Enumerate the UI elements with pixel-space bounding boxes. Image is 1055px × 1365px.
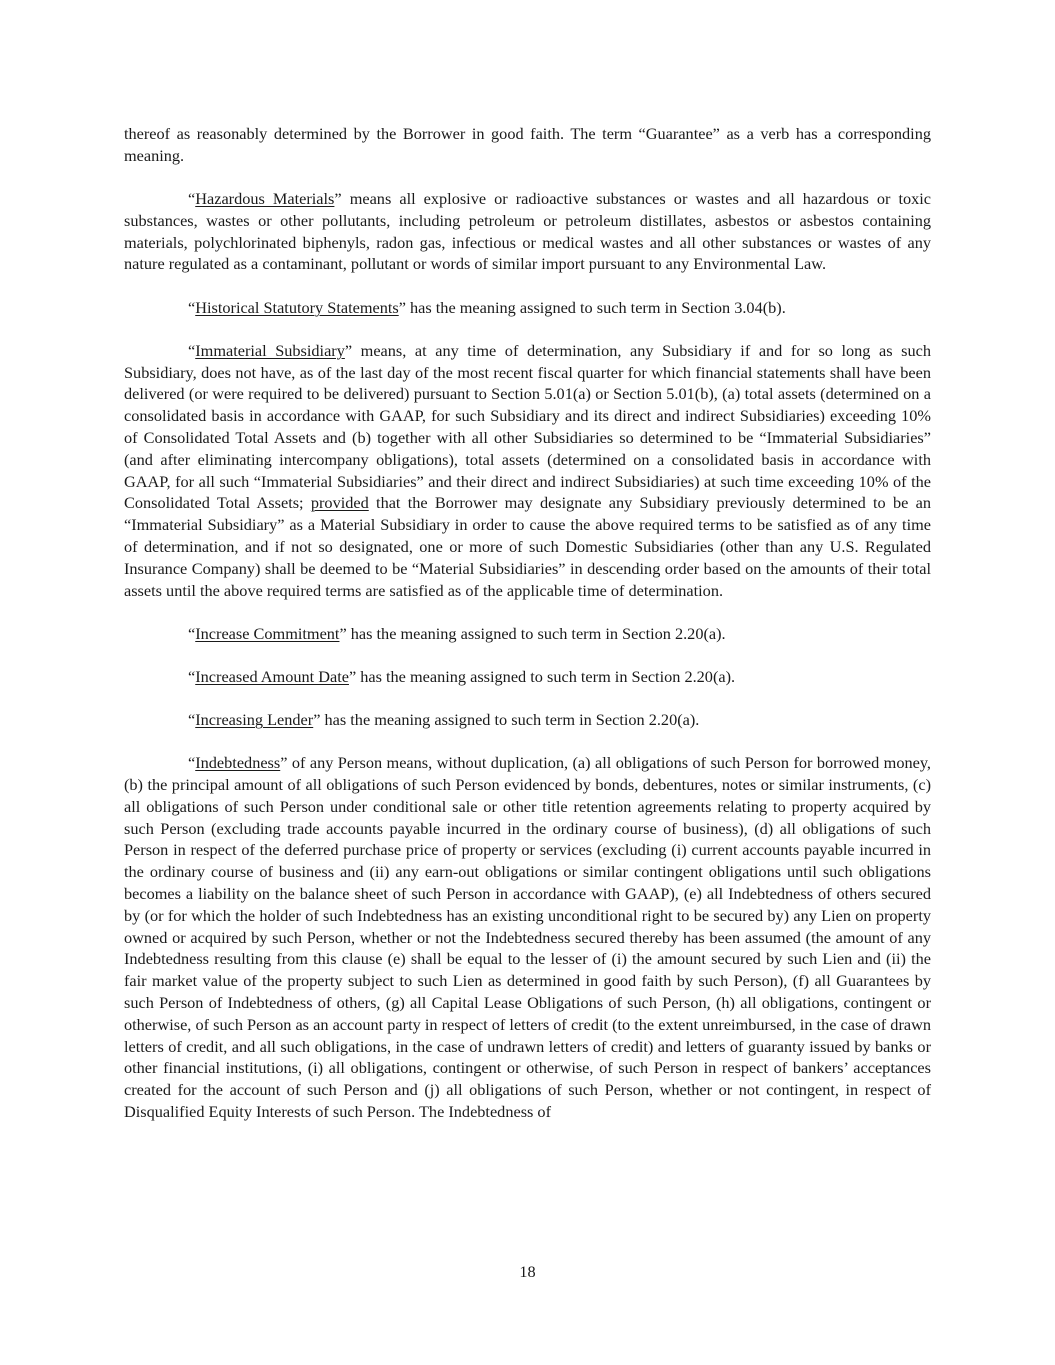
defined-term: Indebtedness <box>195 753 281 773</box>
defined-term: Immaterial Subsidiary <box>195 340 345 360</box>
immaterial-subsidiary-definition: “Immaterial Subsidiary” means, at any time of determination, any Subsidiary if and for so long as such Subsidiary, does not have, as of the last day of the most recent fiscal quarter for which financial statements shall have been delivered (or were required to be delivered) pursuant to Section 5.01(a) or Section 5.01(b), (a) total assets (determined on a consolidated basis in accordance with GAAP, for such Subsidiary and its direct and indirect Subsidiaries) exceeding 10% of Consolidated Total Assets and (b) together with all other Subsidiaries so determined to be “Immaterial Subsidiaries” (and after eliminating intercompany obligations), total assets (determined on a consolidated basis in accordance with GAAP, for all such “Immaterial Subsidiaries” and their direct and indirect Subsidiaries) at such time exceeding 10% of the Consolidated Total Assets; provided that the Borrower may designate any Subsidiary previously determined to be an “Immaterial Subsidiary” as a Material Subsidiary in order to cause the above required terms to be satisfied as of any time of determination, and if not so designated, one or more of such Domestic Subsidiaries (other than any U.S. Regulated Insurance Company) shall be deemed to be “Material Subsidiaries” in descending order based on the amounts of their total assets until the above required terms are satisfied as of the applicable time of determination. <box>124 340 932 600</box>
definition-text: ” has the meaning assigned to such term in Section 2.20(a). <box>339 623 726 643</box>
document-body <box>124 123 931 1144</box>
increasing-lender-definition: “Increasing Lender” has the meaning assigned to such term in Section 2.20(a). <box>188 710 700 730</box>
page-number: 18 <box>519 1262 536 1281</box>
definition-text: ” means, at any time of determination, any Subsidiary if and for so long as such Subsidiary, does not have, as of the last day of the most recent fiscal quarter for which financial statements shall have been delivered (or were required to be delivered) pursuant to Section 5.01(a) or Section 5.01(b), (a) total assets (determined on a consolidated basis in accordance with GAAP, for such Subsidiary and its direct and indirect Subsidiaries) exceeding 10% of Consolidated Total Assets and (b) together with all other Subsidiaries so determined to be “Immaterial Subsidiaries” (and after eliminating intercompany obligations), total assets (determined on a consolidated basis in accordance with GAAP, for all such “Immaterial Subsidiaries” and their direct and indirect Subsidiaries) at such time exceeding 10% of the Consolidated Total Assets; <box>124 340 931 513</box>
increased-amount-date-definition: “Increased Amount Date” has the meaning assigned to such term in Section 2.20(a). <box>188 666 736 686</box>
defined-term: Historical Statutory Statements <box>195 297 399 317</box>
definition-text: ” has the meaning assigned to such term in Section 3.04(b). <box>398 297 786 317</box>
defined-term: Increased Amount Date <box>195 666 349 686</box>
definition-text: ” has the meaning assigned to such term in Section 2.20(a). <box>313 710 700 730</box>
defined-term: Increase Commitment <box>195 623 340 643</box>
hazardous-materials-definition: “Hazardous Materials” means all explosive or radioactive substances or wastes and all hazardous or toxic substances, wastes or other pollutants, including petroleum or petroleum distillates, asbestos or asbestos containing materials, polychlorinated biphenyls, radon gas, infectious or medical wastes and all other substances or wastes of any nature regulated as a contaminant, pollutant or words of similar import pursuant to any Environmental Law. <box>124 188 932 274</box>
definition-text-continued: that the Borrower may designate any Subsidiary previously determined to be an “Immaterial Subsidiary” as a Material Subsidiary in order to cause the above required terms to be satisfied as of any time of determination, and if not so designated, one or more of such Domestic Subsidiaries (other than any U.S. Regulated Insurance Company) shall be deemed to be “Material Subsidiaries” in descending order based on the amounts of their total assets until the above required terms are satisfied as of the applicable time of determination. <box>124 493 932 600</box>
defined-term: Hazardous Materials <box>195 188 335 208</box>
definition-text: ” means all explosive or radioactive substances or wastes and all hazardous or toxic substances, wastes or other pollutants, including petroleum or petroleum distillates, asbestos or asbestos containing materials, polychlorinated biphenyls, radon gas, infectious or medical wastes and all other substances or wastes of any nature regulated as a contaminant, pollutant or words of similar import pursuant to any Environmental Law. <box>124 188 932 274</box>
definition-text: ” of any Person means, without duplication, (a) all obligations of such Person for borrowed money, (b) the principal amount of all obligations of such Person evidenced by bonds, debentures, notes or similar instruments, (c) all obligations of such Person under conditional sale or other title retention agreements relating to property acquired by such Person (excluding trade accounts payable incurred in the ordinary course of business), (d) all obligations of such Person in respect of the deferred purchase price of property or services (excluding (i) current accounts payable incurred in the ordinary course of business and (ii) any earn-out obligations or similar contingent obligations until such obligations becomes a liability on the balance sheet of such Person in accordance with GAAP), (e) all Indebtedness of others secured by (or for which the holder of such Indebtedness has an existing unconditional right to be secured by) any Lien on property owned or acquired by such Person, whether or not the Indebtedness secured thereby has been assumed (the amount of any Indebtedness resulting from this clause (e) shall be equal to the lesser of (i) the amount secured by such Lien and (ii) the fair market value of the property subject to such Lien as determined in good faith by such Person), (f) all Guarantees by such Person of Indebtedness of others, (g) all Capital Lease Obligations of such Person, (h) all obligations, contingent or otherwise, of such Person as an account party in respect of letters of credit (to the extent unreimbursed, in the case of drawn letters of credit, and all such obligations, in the case of undrawn letters of credit) and letters of guaranty issued by banks or other financial institutions, (i) all obligations, contingent or otherwise, of such Person in respect of bankers’ acceptances created for the account of such Person and (j) all obligations of such Person, whether or not contingent, in respect of Disqualified Equity Interests of such Person. The Indebtedness of <box>124 753 931 1122</box>
provided-term: provided <box>310 493 369 513</box>
guarantee-continuation-paragraph <box>124 123 931 167</box>
paragraph-text: thereof as reasonably determined by the Borrower in good faith. The term “Guarantee” as a verb has a corresponding meaning. <box>124 124 931 165</box>
increase-commitment-definition: “Increase Commitment” has the meaning assigned to such term in Section 2.20(a). <box>188 623 726 643</box>
defined-term: Increasing Lender <box>195 710 314 730</box>
definition-text: ” has the meaning assigned to such term in Section 2.20(a). <box>348 666 736 686</box>
historical-statutory-statements-definition: “Historical Statutory Statements” has the meaning assigned to such term in Section 3.04(b). <box>188 297 786 317</box>
indebtedness-definition: “Indebtedness” of any Person means, without duplication, (a) all obligations of such Person for borrowed money, (b) the principal amount of all obligations of such Person evidenced by bonds, debentures, notes or similar instruments, (c) all obligations of such Person under conditional sale or other title retention agreements relating to property acquired by such Person (excluding trade accounts payable incurred in the ordinary course of business), (d) all obligations of such Person in respect of the deferred purchase price of property or services (excluding (i) current accounts payable incurred in the ordinary course of business and (ii) any earn-out obligations or similar contingent obligations until such obligations becomes a liability on the balance sheet of such Person in accordance with GAAP), (e) all Indebtedness of others secured by (or for which the holder of such Indebtedness has an existing unconditional right to be secured by) any Lien on property owned or acquired by such Person, whether or not the Indebtedness secured thereby has been assumed (the amount of any Indebtedness resulting from this clause (e) shall be equal to the lesser of (i) the amount secured by such Lien and (ii) the fair market value of the property subject to such Lien as determined in good faith by such Person), (f) all Guarantees by such Person of Indebtedness of others, (g) all Capital Lease Obligations of such Person, (h) all obligations, contingent or otherwise, of such Person as an account party in respect of letters of credit (to the extent unreimbursed, in the case of drawn letters of credit, and all such obligations, in the case of undrawn letters of credit) and letters of guaranty issued by banks or other financial institutions, (i) all obligations, contingent or otherwise, of such Person in respect of bankers’ acceptances created for the account of such Person and (j) all obligations of such Person, whether or not contingent, in respect of Disqualified Equity Interests of such Person. The Indebtedness of <box>124 753 931 1122</box>
